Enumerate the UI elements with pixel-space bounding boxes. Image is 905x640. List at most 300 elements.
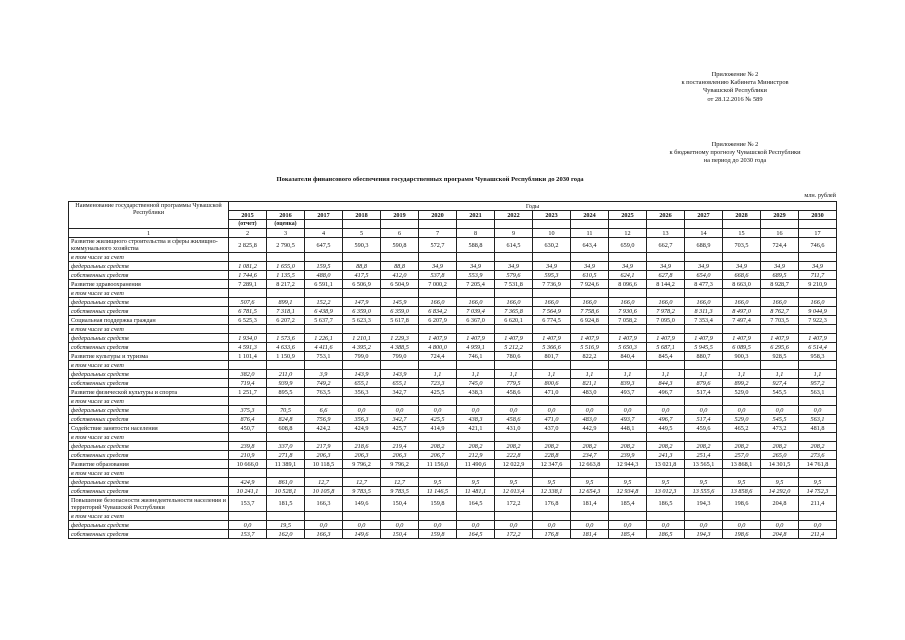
value-cell: 273,6 (799, 451, 837, 460)
table-row-program (69, 388, 837, 397)
column-number: 2 (229, 229, 267, 238)
value-cell: 208,2 (799, 442, 837, 451)
value-cell: 517,4 (685, 388, 723, 397)
value-cell (305, 469, 343, 478)
value-cell: 208,2 (723, 442, 761, 451)
value-cell (571, 253, 609, 262)
value-cell: 6 359,0 (381, 307, 419, 316)
value-cell: 8 144,2 (647, 280, 685, 289)
value-cell: 9,5 (419, 478, 457, 487)
value-cell: 9 783,5 (381, 487, 419, 496)
row-label: в том числе за счет (69, 253, 229, 262)
note-line: Приложение № 2 (711, 71, 759, 78)
year-header: 2028 (723, 211, 761, 220)
value-cell: 208,2 (571, 442, 609, 451)
value-cell (761, 469, 799, 478)
value-cell (419, 289, 457, 298)
column-number: 6 (381, 229, 419, 238)
value-cell (495, 253, 533, 262)
value-cell (533, 325, 571, 334)
value-cell (419, 433, 457, 442)
value-cell: 529,0 (723, 388, 761, 397)
value-cell: 821,1 (571, 379, 609, 388)
value-cell: 879,6 (685, 379, 723, 388)
year-note (457, 220, 495, 229)
value-cell: 0,0 (343, 406, 381, 415)
value-cell (267, 289, 305, 298)
value-cell: 1,1 (609, 370, 647, 379)
value-cell: 159,8 (419, 530, 457, 539)
value-cell: 1,1 (419, 370, 457, 379)
value-cell: 251,4 (685, 451, 723, 460)
financing-table (68, 201, 837, 539)
value-cell (685, 253, 723, 262)
column-number: 13 (647, 229, 685, 238)
value-cell: 0,0 (685, 521, 723, 530)
value-cell (571, 361, 609, 370)
value-cell: 8 096,6 (609, 280, 647, 289)
value-cell: 34,9 (685, 262, 723, 271)
value-cell: 458,6 (495, 388, 533, 397)
year-note (305, 220, 343, 229)
value-cell: 181,4 (571, 530, 609, 539)
value-cell: 211,4 (799, 496, 837, 512)
value-cell: 493,7 (609, 415, 647, 424)
value-cell: 608,8 (267, 424, 305, 433)
value-cell: 799,0 (381, 352, 419, 361)
years-header: Годы (229, 202, 837, 211)
table-row-sub (69, 379, 837, 388)
table-row-sub (69, 298, 837, 307)
value-cell: 4 800,0 (419, 343, 457, 352)
value-cell: 0,0 (495, 521, 533, 530)
value-cell (267, 253, 305, 262)
value-cell: 662,7 (647, 238, 685, 253)
year-header: 2021 (457, 211, 495, 220)
value-cell (419, 512, 457, 521)
value-cell: 746,6 (799, 238, 837, 253)
table-row-sub (69, 370, 837, 379)
value-cell: 4 395,2 (343, 343, 381, 352)
value-cell: 13 555,6 (685, 487, 723, 496)
value-cell: 206,3 (343, 451, 381, 460)
value-cell: 9,5 (609, 478, 647, 487)
value-cell (457, 512, 495, 521)
value-cell (343, 325, 381, 334)
value-cell: 0,0 (381, 521, 419, 530)
value-cell: 147,9 (343, 298, 381, 307)
value-cell: 1 407,9 (799, 334, 837, 343)
value-cell: 34,9 (533, 262, 571, 271)
value-cell (495, 361, 533, 370)
value-cell (799, 397, 837, 406)
value-cell (381, 325, 419, 334)
value-cell: 529,0 (723, 415, 761, 424)
value-cell: 1 655,0 (267, 262, 305, 271)
value-cell (381, 433, 419, 442)
value-cell: 655,1 (343, 379, 381, 388)
value-cell: 861,0 (267, 478, 305, 487)
column-number: 4 (305, 229, 343, 238)
value-cell: 228,8 (533, 451, 571, 460)
row-label: собственных средств (69, 271, 229, 280)
value-cell (457, 361, 495, 370)
program-name-header: Наименование государственной программы Чувашской Республики (69, 202, 229, 229)
value-cell: 7 000,2 (419, 280, 457, 289)
value-cell (685, 289, 723, 298)
value-cell: 579,6 (495, 271, 533, 280)
column-number: 15 (723, 229, 761, 238)
value-cell (761, 289, 799, 298)
value-cell: 5 650,3 (609, 343, 647, 352)
value-cell: 204,8 (761, 496, 799, 512)
value-cell: 6 367,0 (457, 316, 495, 325)
year-note (761, 220, 799, 229)
value-cell: 437,0 (533, 424, 571, 433)
value-cell: 425,7 (381, 424, 419, 433)
year-note (419, 220, 457, 229)
value-cell (533, 433, 571, 442)
value-cell: 471,0 (533, 388, 571, 397)
value-cell: 4 959,1 (457, 343, 495, 352)
row-label: собственных средств (69, 343, 229, 352)
value-cell: 14 301,5 (761, 460, 799, 469)
value-cell: 703,5 (723, 238, 761, 253)
value-cell: 6 834,2 (419, 307, 457, 316)
value-cell: 10 241,1 (229, 487, 267, 496)
table-row-sub (69, 487, 837, 496)
value-cell: 257,0 (723, 451, 761, 460)
value-cell (457, 433, 495, 442)
value-cell: 166,0 (495, 298, 533, 307)
value-cell: 1,1 (495, 370, 533, 379)
value-cell (381, 469, 419, 478)
value-cell: 5 623,3 (343, 316, 381, 325)
row-label: Развитие жилищного строительства и сферы жилищно-коммунального хозяйства (69, 238, 229, 253)
row-label: в том числе за счет (69, 512, 229, 521)
value-cell: 4 633,6 (267, 343, 305, 352)
value-cell: 217,9 (305, 442, 343, 451)
value-cell: 6 295,6 (761, 343, 799, 352)
note-line: Чувашской Республики (703, 87, 767, 95)
value-cell: 9,5 (457, 478, 495, 487)
value-cell: 483,0 (571, 388, 609, 397)
value-cell: 1 226,1 (305, 334, 343, 343)
value-cell: 745,0 (457, 379, 495, 388)
value-cell: 517,4 (685, 415, 723, 424)
value-cell: 5 687,1 (647, 343, 685, 352)
value-cell: 208,2 (761, 442, 799, 451)
column-number: 5 (343, 229, 381, 238)
value-cell (533, 397, 571, 406)
value-cell: 166,0 (533, 298, 571, 307)
value-cell: 8 762,7 (761, 307, 799, 316)
value-cell: 900,3 (723, 352, 761, 361)
value-cell: 1,1 (799, 370, 837, 379)
value-cell: 211,4 (799, 530, 837, 539)
value-cell (533, 361, 571, 370)
value-cell: 7 497,4 (723, 316, 761, 325)
value-cell: 7 922,3 (799, 316, 837, 325)
value-cell (305, 361, 343, 370)
column-number: 12 (609, 229, 647, 238)
value-cell: 34,9 (571, 262, 609, 271)
value-cell: 0,0 (533, 406, 571, 415)
value-cell: 11 481,1 (457, 487, 495, 496)
table-body (69, 229, 837, 539)
value-cell: 6 438,9 (305, 307, 343, 316)
value-cell: 6 207,2 (267, 316, 305, 325)
value-cell: 0,0 (495, 406, 533, 415)
value-cell: 9 796,2 (343, 460, 381, 469)
value-cell (685, 469, 723, 478)
table-row-sub (69, 406, 837, 415)
value-cell: 899,1 (267, 298, 305, 307)
value-cell (495, 512, 533, 521)
value-cell: 7 736,9 (533, 280, 571, 289)
value-cell: 12 944,3 (609, 460, 647, 469)
value-cell: 1 407,9 (533, 334, 571, 343)
value-cell: 12 022,9 (495, 460, 533, 469)
value-cell: 181,5 (267, 496, 305, 512)
value-cell (343, 469, 381, 478)
value-cell: 34,9 (457, 262, 495, 271)
value-cell: 382,0 (229, 370, 267, 379)
value-cell (343, 397, 381, 406)
value-cell: 34,9 (799, 262, 837, 271)
value-cell (495, 325, 533, 334)
table-row-sub (69, 469, 837, 478)
value-cell (685, 325, 723, 334)
value-cell: 12 654,3 (571, 487, 609, 496)
value-cell: 5 516,9 (571, 343, 609, 352)
value-cell: 876,4 (229, 415, 267, 424)
value-cell: 181,4 (571, 496, 609, 512)
value-cell: 206,7 (419, 451, 457, 460)
value-cell: 337,0 (267, 442, 305, 451)
value-cell: 356,3 (343, 415, 381, 424)
value-cell (647, 397, 685, 406)
value-cell: 12,7 (305, 478, 343, 487)
year-note: (оценка) (267, 220, 305, 229)
value-cell: 421,1 (457, 424, 495, 433)
row-label: собственных средств (69, 415, 229, 424)
value-cell: 0,0 (419, 406, 457, 415)
value-cell: 208,2 (609, 442, 647, 451)
value-cell: 844,3 (647, 379, 685, 388)
value-cell (799, 469, 837, 478)
value-cell: 4 388,5 (381, 343, 419, 352)
value-cell: 1,1 (723, 370, 761, 379)
row-label: Развитие образования (69, 460, 229, 469)
value-cell: 34,9 (495, 262, 533, 271)
value-cell (495, 289, 533, 298)
value-cell: 14 292,0 (761, 487, 799, 496)
value-cell: 13 858,6 (723, 487, 761, 496)
value-cell: 166,0 (419, 298, 457, 307)
value-cell: 822,2 (571, 352, 609, 361)
value-cell: 0,0 (685, 406, 723, 415)
value-cell: 9,5 (495, 478, 533, 487)
table-row-sub (69, 253, 837, 262)
value-cell: 424,2 (305, 424, 343, 433)
value-cell: 1 407,9 (723, 334, 761, 343)
value-cell: 438,3 (457, 415, 495, 424)
year-header: 2015 (229, 211, 267, 220)
value-cell: 149,6 (343, 530, 381, 539)
value-cell: 1 407,9 (457, 334, 495, 343)
value-cell: 537,8 (419, 271, 457, 280)
value-cell (609, 397, 647, 406)
value-cell (609, 253, 647, 262)
value-cell (609, 433, 647, 442)
value-cell: 9,5 (799, 478, 837, 487)
table-row-program (69, 496, 837, 512)
year-header: 2024 (571, 211, 609, 220)
value-cell (267, 361, 305, 370)
value-cell: 194,3 (685, 496, 723, 512)
note-line: к бюджетному прогнозу Чувашской Республики (669, 149, 801, 157)
value-cell (457, 397, 495, 406)
value-cell: 458,6 (495, 415, 533, 424)
table-row-sub (69, 451, 837, 460)
value-cell: 1 407,9 (571, 334, 609, 343)
value-cell (457, 289, 495, 298)
value-cell: 8 928,7 (761, 280, 799, 289)
value-cell: 19,5 (267, 521, 305, 530)
value-cell: 927,4 (761, 379, 799, 388)
value-cell (267, 433, 305, 442)
value-cell (685, 361, 723, 370)
value-cell: 496,7 (647, 415, 685, 424)
row-label: собственных средств (69, 307, 229, 316)
value-cell: 150,4 (381, 496, 419, 512)
value-cell: 1 407,9 (647, 334, 685, 343)
value-cell: 198,6 (723, 496, 761, 512)
value-cell: 14 752,3 (799, 487, 837, 496)
value-cell (609, 325, 647, 334)
table-row-sub (69, 433, 837, 442)
table-row-sub (69, 397, 837, 406)
value-cell: 186,5 (647, 496, 685, 512)
value-cell: 624,1 (609, 271, 647, 280)
value-cell (799, 361, 837, 370)
document-title: Показатели финансового обеспечения государственных программ Чувашской Республики до 2030 года (276, 176, 584, 183)
table-row-program (69, 352, 837, 361)
value-cell: 149,6 (343, 496, 381, 512)
table-row-sub (69, 521, 837, 530)
value-cell: 588,8 (457, 238, 495, 253)
column-number: 10 (533, 229, 571, 238)
value-cell: 7 531,8 (495, 280, 533, 289)
value-cell: 145,9 (381, 298, 419, 307)
value-cell: 7 039,4 (457, 307, 495, 316)
value-cell (761, 397, 799, 406)
value-cell: 7 930,6 (609, 307, 647, 316)
row-label: федеральных средств (69, 334, 229, 343)
note-line: на период до 2030 года (703, 157, 767, 165)
value-cell: 473,2 (761, 424, 799, 433)
value-cell: 166,0 (609, 298, 647, 307)
value-cell: 8 663,0 (723, 280, 761, 289)
value-cell: 414,9 (419, 424, 457, 433)
table-row-sub (69, 530, 837, 539)
value-cell: 208,2 (685, 442, 723, 451)
value-cell (495, 469, 533, 478)
value-cell (267, 325, 305, 334)
value-cell: 0,0 (571, 406, 609, 415)
year-header: 2027 (685, 211, 723, 220)
value-cell (609, 512, 647, 521)
value-cell: 185,4 (609, 530, 647, 539)
value-cell (343, 361, 381, 370)
year-header: 2020 (419, 211, 457, 220)
column-number: 9 (495, 229, 533, 238)
year-header: 2026 (647, 211, 685, 220)
value-cell: 176,8 (533, 530, 571, 539)
value-cell: 208,2 (533, 442, 571, 451)
row-label: Развитие физической культуры и спорта (69, 388, 229, 397)
value-cell (723, 361, 761, 370)
value-cell: 153,7 (229, 530, 267, 539)
value-cell: 780,6 (495, 352, 533, 361)
row-label: собственных средств (69, 487, 229, 496)
value-cell: 800,6 (533, 379, 571, 388)
value-cell: 1 251,7 (229, 388, 267, 397)
value-cell: 724,4 (761, 238, 799, 253)
value-cell: 7 095,0 (647, 316, 685, 325)
value-cell: 6 207,9 (419, 316, 457, 325)
value-cell (495, 433, 533, 442)
header-row-top (69, 202, 837, 211)
year-header: 2030 (799, 211, 837, 220)
value-cell: 7 058,2 (609, 316, 647, 325)
value-cell: 166,0 (761, 298, 799, 307)
value-cell: 688,9 (685, 238, 723, 253)
value-cell: 1,1 (571, 370, 609, 379)
value-cell: 449,5 (647, 424, 685, 433)
value-cell: 0,0 (609, 406, 647, 415)
year-note (571, 220, 609, 229)
value-cell: 7 353,4 (685, 316, 723, 325)
value-cell: 14 761,8 (799, 460, 837, 469)
value-cell (571, 512, 609, 521)
year-note (799, 220, 837, 229)
column-number-row (69, 229, 837, 238)
value-cell: 375,3 (229, 406, 267, 415)
value-cell: 0,0 (647, 406, 685, 415)
value-cell (571, 469, 609, 478)
value-cell: 9 210,9 (799, 280, 837, 289)
value-cell (571, 325, 609, 334)
value-cell (495, 397, 533, 406)
value-cell: 88,8 (343, 262, 381, 271)
value-cell (609, 469, 647, 478)
value-cell: 6 506,9 (343, 280, 381, 289)
value-cell (647, 469, 685, 478)
value-cell: 206,3 (305, 451, 343, 460)
value-cell: 9 044,9 (799, 307, 837, 316)
value-cell: 1 744,6 (229, 271, 267, 280)
value-cell: 1 934,0 (229, 334, 267, 343)
value-cell: 746,1 (457, 352, 495, 361)
table-row-sub (69, 262, 837, 271)
value-cell: 34,9 (419, 262, 457, 271)
value-cell: 1 407,9 (495, 334, 533, 343)
value-cell: 166,0 (647, 298, 685, 307)
value-cell: 166,3 (305, 496, 343, 512)
value-cell: 0,0 (305, 521, 343, 530)
